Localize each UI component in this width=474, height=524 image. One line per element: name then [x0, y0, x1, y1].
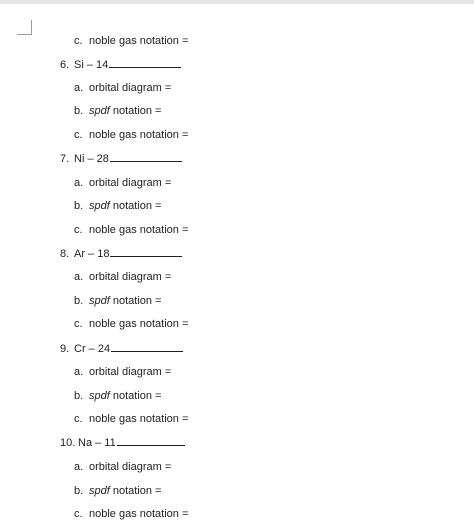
item-text: noble gas notation = — [89, 129, 189, 141]
answer-blank[interactable] — [117, 436, 185, 446]
question-10-item-c — [74, 507, 188, 521]
item-letter: c. — [74, 224, 83, 236]
item-text: notation = — [109, 295, 162, 307]
item-text: orbital diagram = — [89, 82, 172, 94]
question-element: Na – 11 — [78, 437, 116, 449]
page-top-edge — [0, 0, 474, 4]
item-text: noble gas notation = — [89, 413, 189, 425]
item-letter: c. — [74, 318, 83, 330]
question-number: 8. — [60, 248, 70, 260]
question-10-item-b — [74, 484, 161, 498]
question-9-heading — [60, 342, 183, 356]
item-text: orbital diagram = — [89, 461, 172, 473]
question-6-item-a — [74, 81, 171, 95]
item-text: noble gas notation = — [89, 508, 189, 520]
item-letter: b. — [74, 105, 84, 117]
item-italic-term: spdf — [89, 485, 110, 497]
item-letter: b. — [74, 295, 84, 307]
question-8-item-a — [74, 270, 171, 284]
question-7-item-c — [74, 223, 188, 237]
item-text: noble gas notation = — [89, 318, 189, 330]
question-7-item-b — [74, 199, 161, 213]
question-element: Ni – 28 — [74, 153, 109, 165]
item-text: notation = — [109, 485, 162, 497]
item-letter: c. — [74, 129, 83, 141]
question-9-item-c — [74, 412, 188, 426]
item-letter: c. — [74, 508, 83, 520]
item-italic-term: spdf — [89, 200, 110, 212]
question-7-item-a — [74, 176, 171, 190]
question-10-heading — [60, 436, 185, 450]
question-7-heading — [60, 152, 182, 166]
answer-blank[interactable] — [110, 247, 182, 257]
item-letter: a. — [74, 177, 84, 189]
question-8-item-c — [74, 317, 188, 331]
item-letter: b. — [74, 200, 84, 212]
item-text: notation = — [109, 200, 162, 212]
answer-blank[interactable] — [111, 342, 183, 352]
item-text: noble gas notation = — [89, 35, 189, 47]
answer-blank[interactable] — [110, 152, 182, 162]
item-italic-term: spdf — [89, 295, 110, 307]
intro-noble-gas-item — [74, 34, 188, 48]
question-element: Si – 14 — [74, 59, 109, 71]
question-element: Cr – 24 — [74, 343, 111, 355]
question-6-item-b — [74, 104, 161, 118]
question-number: 6. — [60, 59, 70, 71]
question-6-heading — [60, 58, 181, 72]
question-element: Ar – 18 — [74, 248, 110, 260]
item-text: orbital diagram = — [89, 366, 172, 378]
item-text: notation = — [109, 105, 162, 117]
question-8-heading — [60, 247, 182, 261]
item-letter: b. — [74, 390, 84, 402]
item-letter: a. — [74, 271, 84, 283]
item-text: notation = — [109, 390, 162, 402]
question-10-item-a — [74, 460, 171, 474]
item-letter: c. — [74, 35, 83, 47]
item-text: orbital diagram = — [89, 271, 172, 283]
question-9-item-b — [74, 389, 161, 403]
item-letter: b. — [74, 485, 84, 497]
question-number: 9. — [60, 343, 70, 355]
page-margin-corner-marker — [17, 20, 32, 35]
item-letter: c. — [74, 413, 83, 425]
item-letter: a. — [74, 366, 84, 378]
question-6-item-c — [74, 128, 188, 142]
question-8-item-b — [74, 294, 161, 308]
item-italic-term: spdf — [89, 105, 110, 117]
item-text: noble gas notation = — [89, 224, 189, 236]
answer-blank[interactable] — [109, 58, 181, 68]
question-number: 7. — [60, 153, 70, 165]
question-number: 10. — [60, 437, 76, 449]
question-9-item-a — [74, 365, 171, 379]
item-italic-term: spdf — [89, 390, 110, 402]
item-text: orbital diagram = — [89, 177, 172, 189]
item-letter: a. — [74, 82, 84, 94]
item-letter: a. — [74, 461, 84, 473]
